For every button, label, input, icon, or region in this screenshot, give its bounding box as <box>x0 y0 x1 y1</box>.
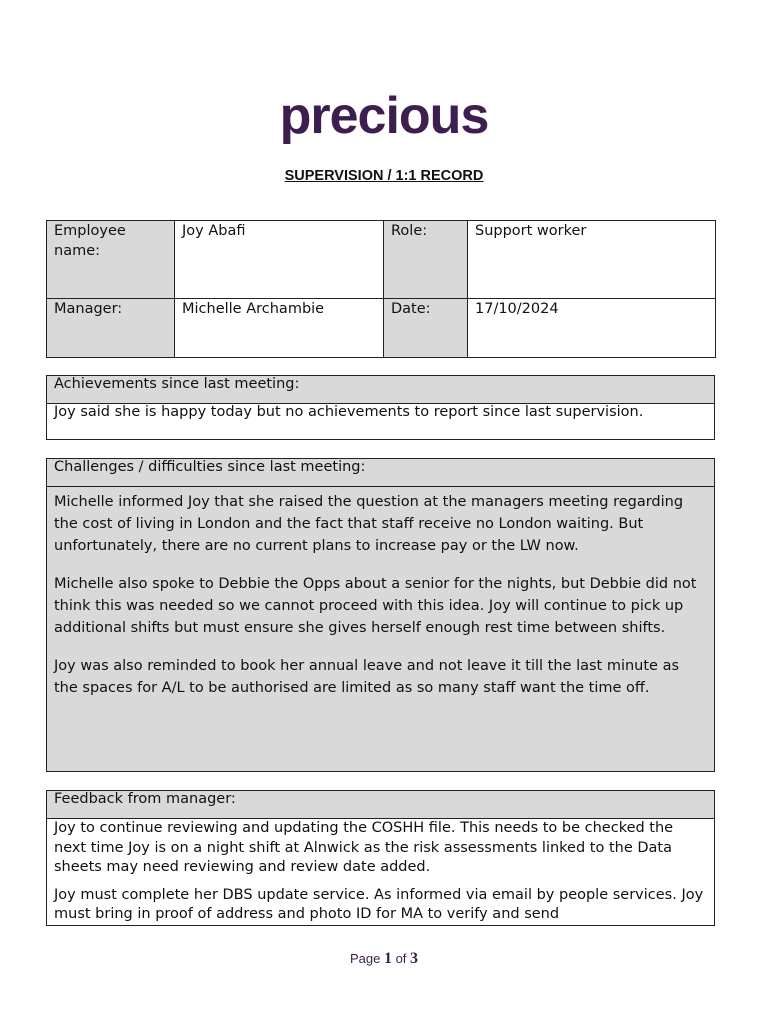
date-value: 17/10/2024 <box>475 301 559 317</box>
employee-name-label: Employee name: <box>54 223 126 259</box>
challenges-section <box>46 458 715 772</box>
feedback-paragraph: Joy must complete her DBS update service. As informed via email by people services. Joy must bring in proof of address and photo ID for MA to verify and send <box>54 886 704 922</box>
challenges-paragraph: Joy was also reminded to book her annual leave and not leave it till the last minute as the spaces for A/L to be authorised are limited as so many staff want the time off. <box>54 658 680 696</box>
feedback-body <box>47 819 715 926</box>
feedback-header <box>47 791 715 819</box>
employee-name-value: Joy Abafi <box>182 223 246 239</box>
employee-info-table <box>46 220 716 358</box>
role-value-cell <box>468 221 716 299</box>
employee-name-value-cell <box>175 221 384 299</box>
challenges-paragraph: Michelle also spoke to Debbie the Opps about a senior for the nights, but Debbie did not think this was needed so we cannot proceed with this idea. Joy will continue to pick up additional shifts but must ensure she gives herself enough rest time between shifts. <box>54 576 697 636</box>
employee-name-label-cell <box>47 221 175 299</box>
challenges-header <box>47 459 715 487</box>
challenges-body <box>47 487 715 772</box>
achievements-body <box>47 404 715 440</box>
date-label: Date: <box>391 301 431 317</box>
challenges-heading: Challenges / difficulties since last meeting: <box>54 459 366 475</box>
date-value-cell <box>468 299 716 358</box>
precious-logo: precious <box>279 87 489 145</box>
role-label-cell <box>384 221 468 299</box>
feedback-section <box>46 790 715 926</box>
manager-value-cell <box>175 299 384 358</box>
achievements-heading: Achievements since last meeting: <box>54 376 300 392</box>
document-title: SUPERVISION / 1:1 RECORD <box>284 168 484 184</box>
of-word: of <box>395 951 407 966</box>
total-pages-number: 3 <box>410 950 419 967</box>
page-word: Page <box>349 951 381 966</box>
manager-label: Manager: <box>54 301 123 317</box>
role-value: Support worker <box>475 223 587 239</box>
achievements-text: Joy said she is happy today but no achievements to report since last supervision. <box>54 404 644 420</box>
achievements-section <box>46 375 715 440</box>
challenges-paragraph: Michelle informed Joy that she raised the question at the managers meeting regarding the cost of living in London and the fact that staff receive no London waiting. But unfortunately, there are no current plans to increase pay or the LW now. <box>54 494 684 554</box>
feedback-heading: Feedback from manager: <box>54 791 236 807</box>
role-label: Role: <box>391 223 428 239</box>
manager-value: Michelle Archambie <box>182 301 325 317</box>
feedback-paragraph: Joy to continue reviewing and updating the COSHH file. This needs to be checked the next time Joy is on a night shift at Alnwick as the risk assessments linked to the Data sheets may need reviewing and review date added. <box>54 820 674 875</box>
manager-label-cell <box>47 299 175 358</box>
date-label-cell <box>384 299 468 358</box>
achievements-header <box>47 376 715 404</box>
page-footer <box>0 950 768 968</box>
current-page-number: 1 <box>383 950 392 967</box>
